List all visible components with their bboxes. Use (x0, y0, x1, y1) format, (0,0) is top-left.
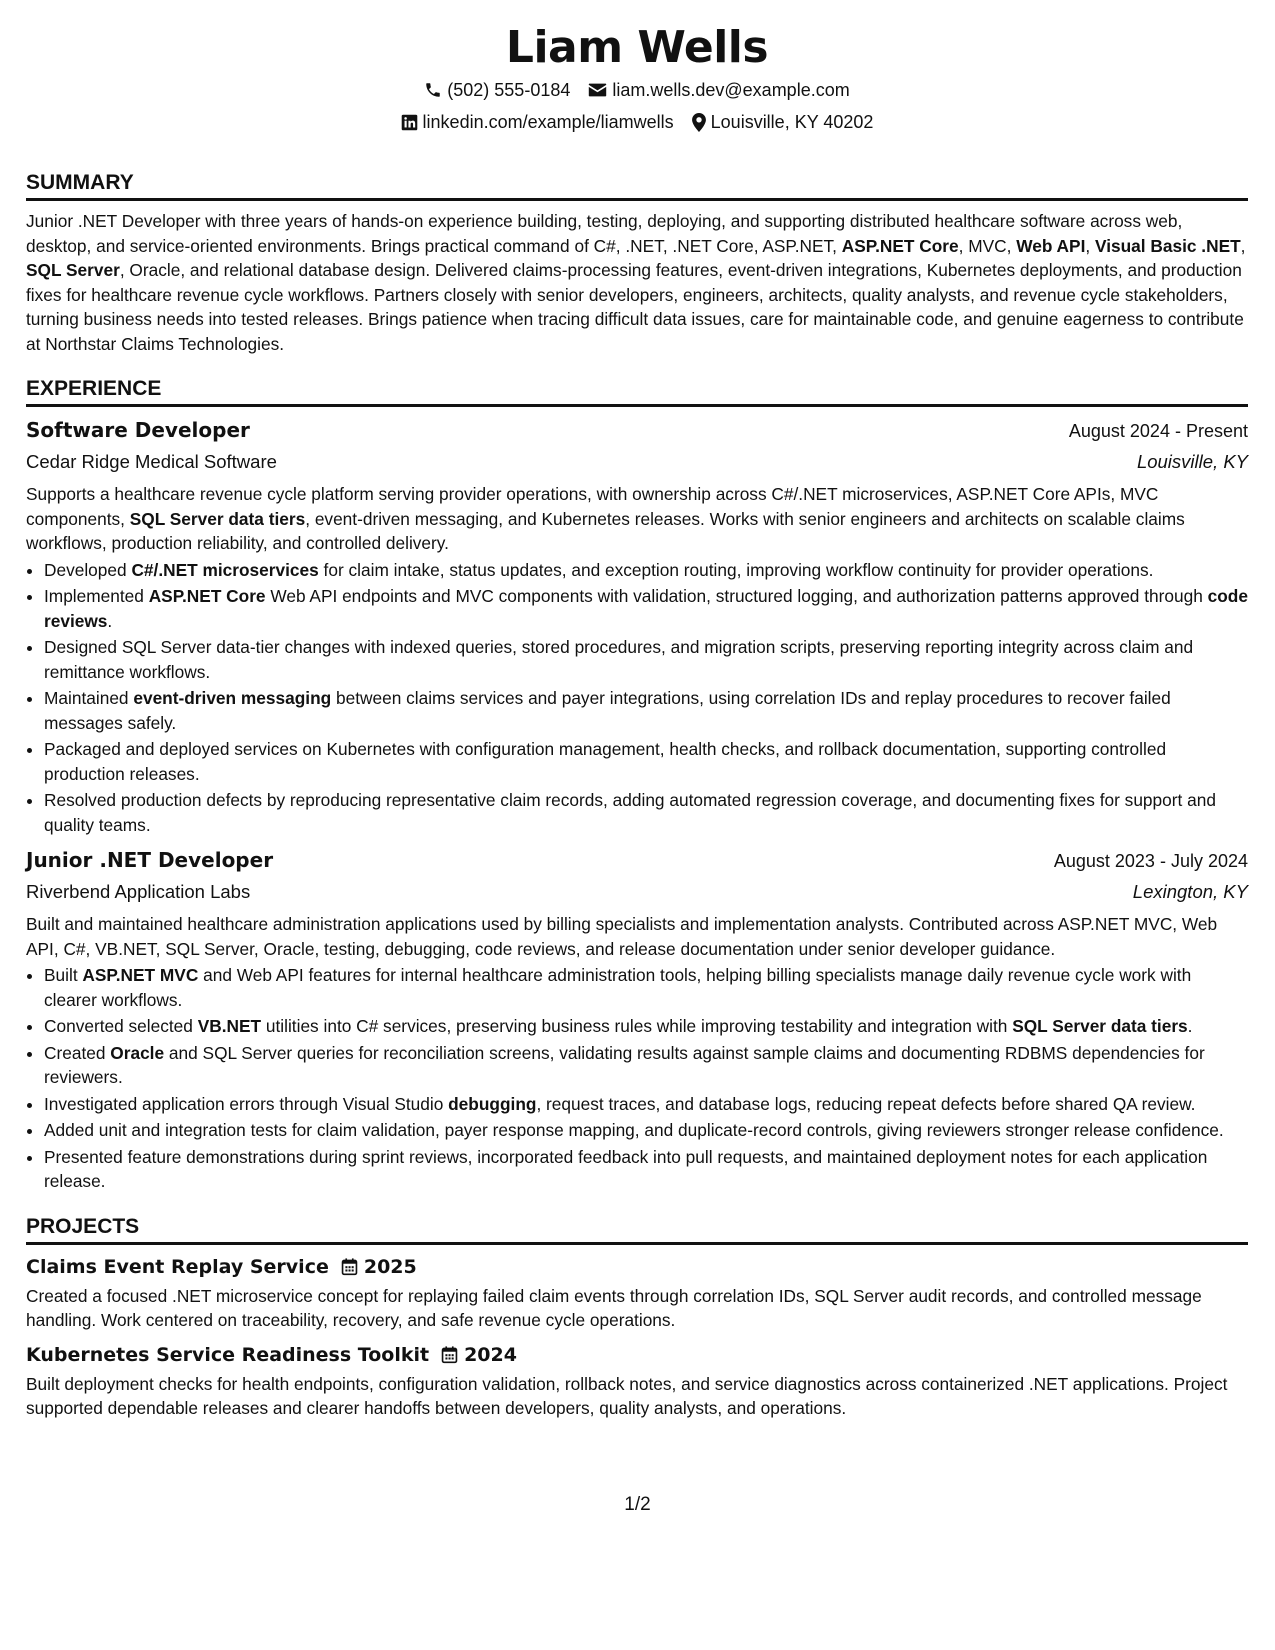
job-location: Louisville, KY (1136, 451, 1248, 472)
text-run: Maintained (44, 688, 134, 708)
bullet-item (44, 1092, 1248, 1117)
text-run: Packaged and deployed services on Kubernetes with configuration management, health checks, and rollback documentation, supporting controlled production releases. (44, 739, 1167, 784)
bullet-item (44, 635, 1248, 684)
location-text: Louisville, KY 40202 (710, 112, 874, 132)
email-text: liam.wells.dev@example.com (612, 80, 850, 100)
job-entry (26, 847, 1248, 1194)
project-name: Claims Event Replay Service (26, 1255, 329, 1278)
text-run: . (1187, 1016, 1193, 1036)
emphasis-text: SQL Server data tiers (129, 508, 306, 529)
emphasis-text: ASP.NET MVC (82, 965, 199, 985)
project-entry (26, 1255, 1248, 1333)
emphasis-text: Oracle (110, 1042, 165, 1063)
bullet-item (44, 788, 1248, 837)
project-year: 2025 (363, 1255, 417, 1278)
project-year: 2024 (464, 1343, 517, 1366)
bullet-item (44, 1145, 1248, 1194)
envelope-icon (588, 82, 607, 98)
location-contact (692, 110, 874, 134)
contact-row-1 (26, 78, 1248, 102)
bullet-item (44, 963, 1248, 1012)
text-run: Built (44, 965, 83, 985)
phone-icon (424, 81, 442, 99)
text-run: and SQL Server queries for reconciliation screens, validating results against sample claims and documenting RDBMS dependencies for reviewers. (44, 1042, 1205, 1087)
text-run: , event-driven messaging, and Kubernetes releases. Works with senior engineers and architects on scalable claims workflows, production reliability, and controlled delivery. (26, 508, 1185, 553)
text-run: utilities into C# services, preserving business rules while improving testability and integration with (261, 1016, 1013, 1036)
page-number: 1/2 (624, 1494, 651, 1515)
job-entry (26, 417, 1248, 837)
text-run: Built and maintained healthcare administration applications used by billing specialists and implementation analysts. Contributed across ASP.NET MVC, Web API, C#, VB.NET, SQL Server, Oracle, testing, debugging, code reviews, and release documentation under senior developer guidance. (26, 914, 1218, 959)
text-run: , request traces, and database logs, reducing repeat defects before shared QA review. (536, 1093, 1196, 1114)
emphasis-text: ASP.NET Core (841, 235, 959, 256)
linkedin-text: linkedin.com/example/liamwells (422, 112, 674, 132)
text-run: Presented feature demonstrations during sprint reviews, incorporated feedback into pull requests, and maintained deployment notes for each application release. (44, 1146, 1208, 1191)
text-run: Implemented (44, 586, 149, 606)
emphasis-text: code reviews (44, 586, 1248, 631)
text-run: Converted selected (44, 1016, 198, 1036)
emphasis-text: ASP.NET Core (148, 586, 266, 606)
experience-heading: EXPERIENCE (26, 376, 1248, 407)
text-run: , (1240, 235, 1246, 256)
emphasis-text: event-driven messaging (133, 688, 332, 708)
bullet-item (44, 686, 1248, 735)
text-run: . (107, 610, 113, 631)
job-location: Lexington, KY (1132, 881, 1248, 902)
bullet-item (44, 737, 1248, 786)
project-description: Built deployment checks for health endpoints, configuration validation, rollback notes, and service diagnostics across containerized .NET applications. Project supported dependable releases and clearer handoffs between developers, quality analysts, and operations. (26, 1373, 1228, 1418)
text-run: between claims services and payer integrations, using correlation IDs and replay procedures to recover failed messages safely. (44, 688, 1171, 733)
emphasis-text: SQL Server (26, 260, 120, 280)
job-intro (26, 482, 1248, 556)
emphasis-text: C#/.NET microservices (131, 559, 319, 580)
job-bullets (26, 963, 1248, 1194)
text-run: Designed SQL Server data-tier changes with indexed queries, stored procedures, and migration scripts, preserving reporting integrity across claim and remittance workflows. (44, 637, 1194, 682)
job-company: Cedar Ridge Medical Software (26, 451, 277, 472)
linkedin-contact[interactable] (401, 110, 674, 134)
text-run: , (1085, 235, 1095, 256)
projects-heading: PROJECTS (26, 1214, 1248, 1245)
text-run: Resolved production defects by reproducing representative claim records, adding automated regression coverage, and documenting fixes for support and quality teams. (44, 790, 1216, 835)
emphasis-text: debugging (448, 1093, 537, 1114)
email-contact[interactable] (588, 78, 849, 102)
job-company: Riverbend Application Labs (26, 881, 251, 902)
text-run: Developed (44, 559, 132, 580)
linkedin-icon (401, 114, 418, 131)
text-run: and Web API features for internal healthcare administration tools, helping billing specialists manage daily revenue cycle work with clearer workflows. (44, 965, 1192, 1010)
phone-contact[interactable] (424, 78, 570, 102)
job-bullets (26, 558, 1248, 838)
candidate-name: Liam Wells (505, 22, 769, 73)
contact-row-2 (26, 110, 1248, 134)
job-intro (26, 912, 1248, 961)
emphasis-text: Web API (1016, 235, 1086, 256)
project-description: Created a focused .NET microservice concept for replaying failed claim events through correlation IDs, SQL Server audit records, and controlled message handling. Work centered on traceability, recovery, and safe revenue cycle operations. (26, 1285, 1202, 1330)
bullet-item (44, 584, 1248, 633)
job-dates: August 2023 - July 2024 (1053, 851, 1248, 871)
job-title: Junior .NET Developer (26, 848, 274, 872)
text-run: for claim intake, status updates, and exception routing, improving workflow continuity for provider operations. (318, 559, 1154, 580)
job-title: Software Developer (26, 418, 250, 442)
bullet-item (44, 1014, 1248, 1039)
bullet-item (44, 558, 1248, 583)
emphasis-text: VB.NET (197, 1016, 262, 1036)
map-pin-icon (692, 113, 706, 132)
text-run: Investigated application errors through Visual Studio (44, 1093, 449, 1114)
resume-page (26, 0, 1248, 1421)
text-run: Created (44, 1042, 111, 1063)
bullet-item (44, 1118, 1248, 1143)
summary-heading: SUMMARY (26, 170, 1248, 201)
calendar-icon (341, 1258, 358, 1276)
text-run: Supports a healthcare revenue cycle platform serving provider operations, with ownership across C#/.NET microservices, ASP.NET Core APIs, MVC components, (26, 484, 1159, 529)
phone-text: (502) 555-0184 (447, 80, 571, 100)
bullet-item (44, 1041, 1248, 1090)
text-run: , Oracle, and relational database design. Delivered claims-processing features, event-driven integrations, Kubernetes deployments, and production fixes for healthcare revenue cycle workflows. Partners closely with senior developers, engineers, architects, quality analysts, and revenue cycle stakeholders, turning business needs into tested releases. Brings patience when tracing difficult data issues, care for maintainable code, and genuine eagerness to contribute at Northstar Claims Technologies. (26, 260, 1244, 354)
text-run: Web API endpoints and MVC components with validation, structured logging, and authorization patterns approved through (265, 586, 1208, 606)
project-name: Kubernetes Service Readiness Toolkit (26, 1343, 430, 1366)
calendar-icon (441, 1346, 458, 1364)
emphasis-text: SQL Server data tiers (1012, 1016, 1188, 1036)
text-run: Junior .NET Developer with three years of hands-on experience building, testing, deploying, and supporting distributed healthcare software across web, desktop, and service-oriented environments. Brings practical command of C#, .NET, .NET Core, ASP.NET, (26, 211, 1183, 256)
emphasis-text: Visual Basic .NET (1094, 235, 1241, 256)
project-entry (26, 1343, 1248, 1421)
summary-text (26, 209, 1248, 356)
text-run: Added unit and integration tests for claim validation, payer response mapping, and duplicate-record controls, giving reviewers stronger release confidence. (44, 1120, 1224, 1140)
text-run: , MVC, (958, 235, 1017, 256)
job-dates: August 2024 - Present (1068, 421, 1248, 441)
